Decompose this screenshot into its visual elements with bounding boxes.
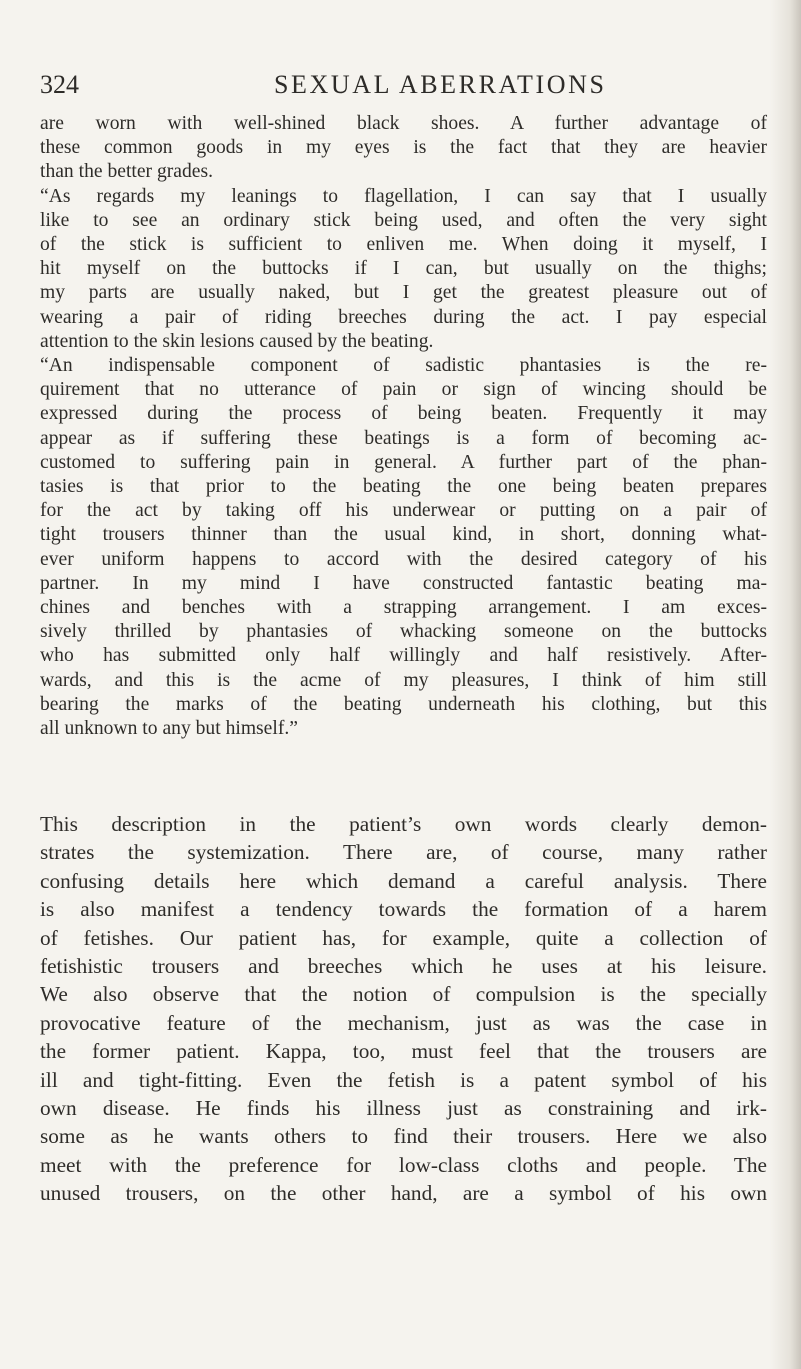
text-line: all unknown to any but himself.” [40,718,298,740]
text-line: own disease. He finds his illness just as constraining and irk- [40,1096,767,1121]
text-line: expressed during the process of being beaten. Frequently it may [40,403,767,425]
page-header [40,66,740,106]
text-line: unused trousers, on the other hand, are a symbol of his own [40,1181,767,1206]
text-line: ill and tight-fitting. Even the fetish is a patent symbol of his [40,1067,767,1092]
text-line: who has submitted only half willingly and half resistively. After- [40,645,767,667]
text-line: like to see an ordinary stick being used, and often the very sight [40,209,767,231]
text-line: the former patient. Kappa, too, must feel that the trousers are [40,1039,767,1064]
text-line: of the stick is sufficient to enliven me. When doing it myself, I [40,234,767,256]
text-line: meet with the preference for low-class cloths and people. The [40,1152,767,1177]
text-line: of fetishes. Our patient has, for example, quite a collection of [40,925,767,950]
text-line: confusing details here which demand a careful analysis. There [40,868,767,893]
text-line: my parts are usually naked, but I get the greatest pleasure out of [40,282,767,304]
text-line: appear as if suffering these beatings is a form of becoming ac- [40,427,767,449]
text-line: wards, and this is the acme of my pleasures, I think of him still [40,669,767,691]
text-line: hit myself on the buttocks if I can, but usually on the thighs; [40,258,767,280]
text-line: strates the systemization. There are, of course, many rather [40,840,767,865]
text-line: some as he wants others to find their trousers. Here we also [40,1124,767,1149]
text-line: customed to suffering pain in general. A further part of the phan- [40,451,767,473]
text-line: We also observe that the notion of compulsion is the specially [40,982,767,1007]
quoted-testimony [40,112,767,741]
text-line: sively thrilled by phantasies of whacking someone on the buttocks [40,621,767,643]
text-line: tasies is that prior to the beating the one being beaten prepares [40,476,767,498]
text-line: “An indispensable component of sadistic phantasies is the re- [40,355,767,377]
text-line: than the better grades. [40,161,214,183]
text-line: are worn with well-shined black shoes. A further advantage of [40,113,767,134]
text-line: quirement that no utterance of pain or sign of wincing should be [40,379,767,401]
text-line: bearing the marks of the beating underneath his clothing, but this [40,693,767,715]
text-line: attention to the skin lesions caused by the beating. [40,330,434,352]
text-line: chines and benches with a strapping arrangement. I am exces- [40,597,767,619]
text-line: “As regards my leanings to flagellation, I can say that I usually [40,185,767,207]
page-number: 324 [40,70,79,99]
text-line: these common goods in my eyes is the fact that they are heavier [40,137,767,159]
text-line: ever uniform happens to accord with the desired category of his [40,548,767,570]
text-line: fetishistic trousers and breeches which he uses at his leisure. [40,954,767,979]
text-line: is also manifest a tendency towards the formation of a harem [40,897,767,922]
text-line: wearing a pair of riding breeches during the act. I pay especial [40,306,767,328]
author-commentary [40,810,767,1208]
text-line: partner. In my mind I have constructed fantastic beating ma- [40,572,767,594]
text-line: for the act by taking off his underwear or putting on a pair of [40,500,767,522]
text-line: tight trousers thinner than the usual kind, in short, donning what- [40,524,767,546]
text-line: This description in the patient’s own words clearly demon- [40,812,767,836]
running-head: SEXUAL ABERRATIONS [274,70,607,99]
text-line: provocative feature of the mechanism, just as was the case in [40,1010,767,1035]
